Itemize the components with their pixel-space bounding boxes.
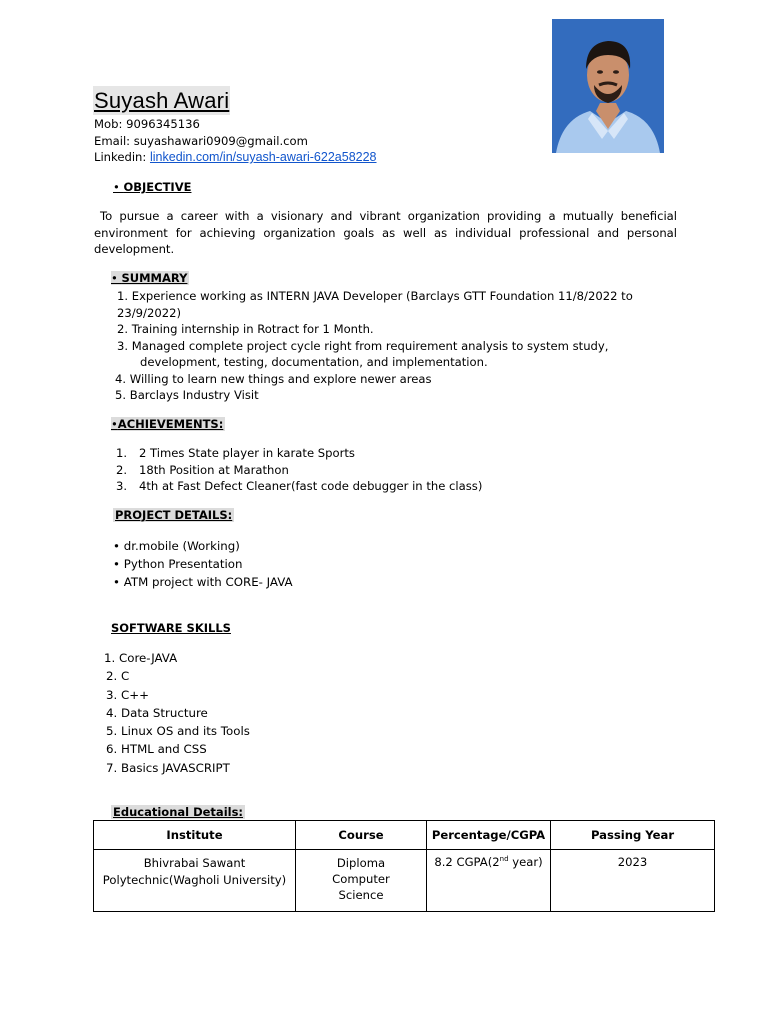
linkedin-line <box>94 149 377 165</box>
projects-list <box>113 537 293 591</box>
summary-line: 3. Managed complete project cycle right from requirement analysis to system study, <box>117 338 609 353</box>
achievement-item: 2. 18th Position at Marathon <box>116 462 289 477</box>
linkedin-link[interactable]: linkedin.com/in/suyash-awari-622a58228 <box>149 150 377 164</box>
summary-list <box>117 288 677 404</box>
achievements-heading: •ACHIEVEMENTS: <box>111 417 224 431</box>
summary-line: development, testing, documentation, and implementation. <box>140 355 488 369</box>
column-header-institute: Institute <box>94 821 296 850</box>
skill-item: 2. C <box>106 669 130 684</box>
cell-passing-year: 2023 <box>551 850 715 912</box>
skill-item: 4. Data Structure <box>106 705 208 720</box>
table-row <box>94 850 715 912</box>
project-details-heading: PROJECT DETAILS: <box>115 508 233 522</box>
achievements-list <box>116 445 482 495</box>
summary-line: 4. Willing to learn new things and explore newer areas <box>115 371 432 386</box>
skill-item: 3. C++ <box>106 687 150 702</box>
cell-institute: Bhivrabai Sawant Polytechnic(Wagholi University) <box>94 850 296 912</box>
skills-list <box>104 649 250 777</box>
mobile-number: 9096345136 <box>126 117 200 131</box>
achievement-item: 1. 2 Times State player in karate Sports <box>116 446 355 460</box>
summary-line: 23/9/2022) <box>117 305 181 320</box>
column-header-percentage: Percentage/CGPA <box>427 821 551 850</box>
skill-item: 6. HTML and CSS <box>106 742 207 757</box>
summary-line: 5. Barclays Industry Visit <box>115 388 259 402</box>
skill-item: 7. Basics JAVASCRIPT <box>106 760 230 775</box>
summary-line: 2. Training internship in Rotract for 1 Month. <box>117 322 374 336</box>
mobile-label: Mob: <box>94 117 123 131</box>
summary-line: 1. Experience working as INTERN JAVA Developer (Barclays GTT Foundation 11/8/2022 to <box>117 289 633 303</box>
profile-photo-illustration <box>552 19 664 153</box>
email-label: Email: <box>94 134 131 148</box>
skill-item: 1. Core-JAVA <box>104 651 178 665</box>
objective-text: To pursue a career with a visionary and vibrant organization providing a mutually beneficial environment for achieving organization goals as well as individual professional and personal development. <box>94 209 677 256</box>
education-table <box>93 820 715 912</box>
table-header-row <box>94 821 715 850</box>
cell-cgpa: 8.2 CGPA(2nd year) <box>427 850 551 912</box>
skill-item: 5. Linux OS and its Tools <box>106 724 250 739</box>
software-skills-heading: SOFTWARE SKILLS <box>111 621 231 635</box>
mobile-line <box>94 116 200 132</box>
project-item: • ATM project with CORE- JAVA <box>113 575 293 589</box>
project-item: • dr.mobile (Working) <box>113 539 240 553</box>
email-address[interactable]: suyashawari0909@gmail.com <box>133 134 308 148</box>
summary-heading: • SUMMARY <box>111 271 188 285</box>
educational-details-heading: Educational Details: <box>113 805 244 819</box>
objective-heading: • OBJECTIVE <box>113 180 192 194</box>
candidate-name: Suyash Awari <box>94 88 230 113</box>
email-line <box>94 133 308 149</box>
achievement-item: 3. 4th at Fast Defect Cleaner(fast code debugger in the class) <box>116 479 483 493</box>
column-header-passing-year: Passing Year <box>551 821 715 850</box>
column-header-course: Course <box>296 821 427 850</box>
profile-photo <box>552 19 664 153</box>
cell-course: Diploma Computer Science <box>296 850 427 912</box>
linkedin-label: Linkedin: <box>94 150 147 164</box>
project-item: • Python Presentation <box>113 557 243 571</box>
